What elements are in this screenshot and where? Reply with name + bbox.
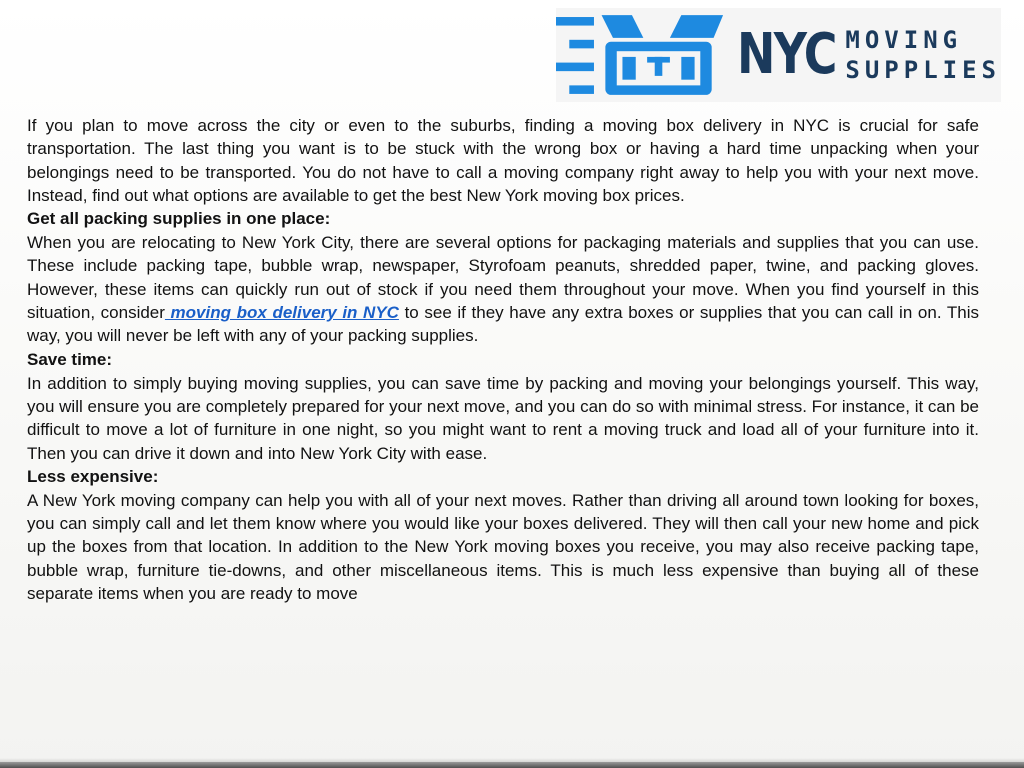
section-heading-less-expensive: Less expensive:: [27, 466, 159, 486]
logo-wordmark: [736, 22, 1001, 87]
moving-box-delivery-link[interactable]: moving box delivery in NYC: [164, 303, 399, 323]
logo-line-supplies: SUPPLIES: [845, 56, 1001, 84]
article-body: [27, 114, 979, 605]
paragraph-text: to see if they have any extra boxes or supplies that you can call in on. This way, you will never be left with any of your packing supplies.: [27, 303, 979, 346]
section-paragraph-less-expensive: A New York moving company can help you with all of your next moves. Rather than driving all around town looking for boxes, you can simply call and let them know where you would like your boxes delivered. They will then call your new home and pick up the boxes from that location. In addition to the New York moving boxes you receive, you may also receive packing tape, bubble wrap, furniture tie-downs, and other miscellaneous items. This is much less expensive than buying all of these separate items when you are ready to move: [27, 490, 979, 604]
intro-paragraph: If you plan to move across the city or even to the suburbs, finding a moving box delivery in NYC is crucial for safe transportation. The last thing you want is to be stuck with the wrong box or having a hard time unpacking when your belongings need to be transported. You do not have to call a moving company right away to help you with your next move. Instead, find out what options are available to get the best New York moving box prices.: [27, 116, 979, 205]
section-heading-packing-supplies: Get all packing supplies in one place:: [27, 209, 331, 229]
footer-bar: [0, 762, 1024, 768]
logo-subtext: [845, 25, 1001, 85]
section-paragraph-packing-supplies: [27, 231, 979, 347]
logo-line-moving: MOVING: [845, 26, 963, 54]
section-heading-save-time: Save time:: [27, 349, 113, 369]
section-paragraph-save-time: In addition to simply buying moving supplies, you can save time by packing and moving your belongings yourself. This way, you will ensure you are completely prepared for your next move, and you can do so with minimal stress. For instance, it can be difficult to move a lot of furniture in one night, so you might want to rent a moving truck and load all of your furniture into it. Then you can drive it down and into New York City with ease.: [27, 373, 979, 463]
brand-logo: [556, 8, 1001, 102]
logo-brand-text: NYC: [736, 22, 836, 87]
moving-box-icon: [556, 9, 727, 101]
paragraph-text: When you are relocating to New York City, there are several options for packaging materials and supplies that you can use. These include packing tape, bubble wrap, newspaper, Styrofoam peanuts, shredded paper, twine, and packing gloves. However, these items can quickly run out of stock if you need them throughout your move. When you find yourself in this situation, consider: [27, 233, 979, 323]
